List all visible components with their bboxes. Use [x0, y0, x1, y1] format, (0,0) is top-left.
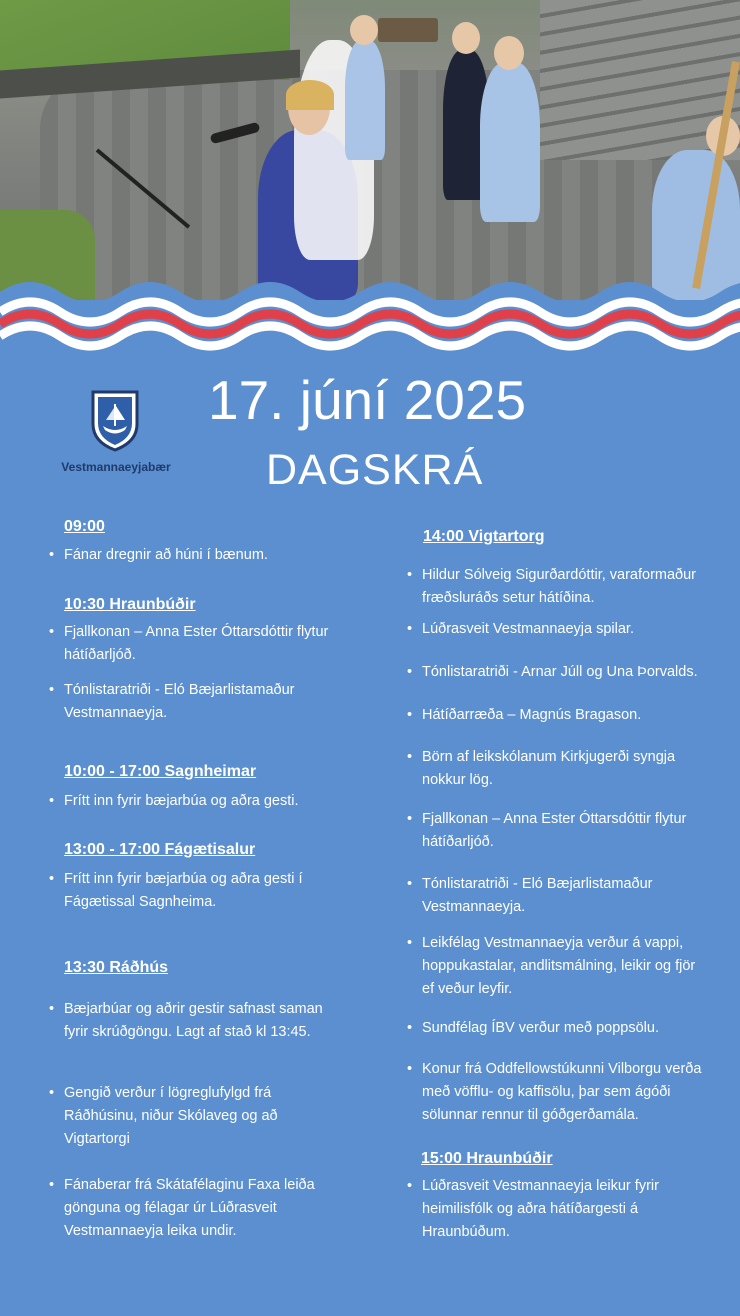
list-item: • Konur frá Oddfellowstúkunni Vilborgu verða með vöfflu- og kaffisölu, þar sem ágóði sölunnar rennur til góðgerðamála. — [408, 1058, 712, 1127]
list-item: • Tónlistaratriði - Eló Bæjarlistamaður Vestmannaeyja. — [50, 679, 319, 725]
right-column — [408, 0, 733, 1316]
list-item: • Fjallkonan – Anna Ester Óttarsdóttir flytur hátíðarljóð. — [50, 621, 334, 667]
list-item: • Hildur Sólveig Sigurðardóttir, varaformaður fræðsluráðs setur hátíðina. — [408, 564, 727, 610]
list-item: • Frítt inn fyrir bæjarbúa og aðra gesti í Fágætissal Sagnheima. — [50, 868, 346, 914]
list-item: • Tónlistaratriði - Eló Bæjarlistamaður Vestmannaeyja. — [408, 873, 707, 919]
list-item: • Tónlistaratriði - Arnar Júll og Una Þorvalds. — [408, 661, 740, 684]
logo-name: Vestmannaeyjabær — [61, 460, 171, 474]
list-item: • Lúðrasveit Vestmannaeyja leikur fyrir heimilisfólk og aðra hátíðargesti á Hraunbúðum. — [408, 1175, 697, 1244]
section-title: 10:30 Hraunbúðir — [64, 596, 196, 613]
list-item: • Sundfélag ÍBV verður með poppsölu. — [408, 1017, 727, 1040]
list-item: • Hátíðarræða – Magnús Bragason. — [408, 704, 727, 727]
list-item: • Fánar dregnir að húni í bænum. — [50, 544, 344, 567]
list-item: • Lúðrasveit Vestmannaeyja spilar. — [408, 618, 727, 641]
section-title: 13:00 - 17:00 Fágætisalur — [64, 841, 256, 858]
section-title: 13:30 Ráðhús — [64, 959, 169, 976]
list-item: • Fánaberar frá Skátafélaginu Faxa leiða gönguna og félagar úr Lúðrasveit Vestmannaeyja leika undir. — [50, 1174, 342, 1243]
section-title: 10:00 - 17:00 Sagnheimar — [64, 763, 257, 780]
list-item: • Börn af leikskólanum Kirkjugerði syngja nokkur lög. — [408, 746, 707, 792]
page-subtitle: DAGSKRÁ — [266, 446, 484, 494]
section-title: 14:00 Vigtartorg — [423, 528, 545, 545]
section-title: 15:00 Hraunbúðir — [421, 1150, 553, 1167]
section-title: 09:00 — [64, 518, 105, 535]
list-item: • Frítt inn fyrir bæjarbúa og aðra gesti. — [50, 790, 354, 813]
list-item: • Leikfélag Vestmannaeyja verður á vappi, hoppukastalar, andlitsmálning, leikir og fjör ef veður leyfir. — [408, 932, 697, 1001]
list-item: • Bæjarbúar og aðrir gestir safnast saman fyrir skrúðgöngu. Lagt af stað kl 13:45. — [50, 998, 344, 1044]
page-title-date: 17. júní 2025 — [208, 369, 527, 431]
left-column — [50, 0, 350, 1316]
list-item: • Fjallkonan – Anna Ester Óttarsdóttir flytur hátíðarljóð. — [408, 808, 732, 854]
list-item: • Gengið verður í lögreglufylgd frá Ráðhúsinu, niður Skólaveg og að Vigtartorgi — [50, 1082, 314, 1151]
